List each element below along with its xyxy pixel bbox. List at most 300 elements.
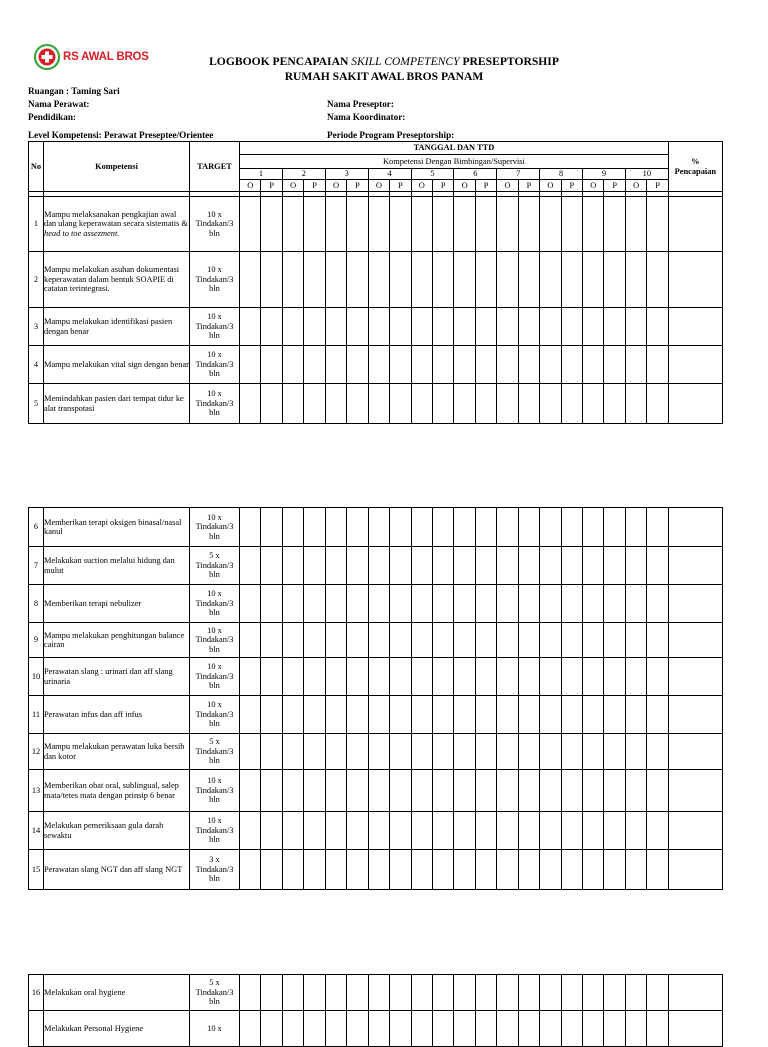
- observation-o-cell[interactable]: [454, 384, 475, 424]
- observation-p-cell[interactable]: [604, 346, 625, 384]
- observation-o-cell[interactable]: [240, 812, 261, 850]
- observation-p-cell[interactable]: [261, 547, 282, 585]
- observation-o-cell[interactable]: [497, 770, 518, 812]
- observation-p-cell[interactable]: [518, 623, 539, 658]
- pencapaian-cell[interactable]: [668, 384, 722, 424]
- observation-o-cell[interactable]: [325, 585, 346, 623]
- observation-p-cell[interactable]: [475, 508, 496, 547]
- observation-p-cell[interactable]: [347, 850, 368, 890]
- observation-p-cell[interactable]: [518, 197, 539, 252]
- observation-p-cell[interactable]: [518, 346, 539, 384]
- observation-o-cell[interactable]: [454, 508, 475, 547]
- observation-o-cell[interactable]: [497, 585, 518, 623]
- observation-o-cell[interactable]: [325, 508, 346, 547]
- pencapaian-cell[interactable]: [668, 658, 722, 696]
- observation-o-cell[interactable]: [454, 547, 475, 585]
- observation-o-cell[interactable]: [625, 658, 646, 696]
- observation-o-cell[interactable]: [583, 770, 604, 812]
- observation-p-cell[interactable]: [604, 308, 625, 346]
- observation-p-cell[interactable]: [475, 812, 496, 850]
- observation-p-cell[interactable]: [647, 384, 669, 424]
- observation-o-cell[interactable]: [368, 812, 389, 850]
- observation-o-cell[interactable]: [368, 508, 389, 547]
- pencapaian-cell[interactable]: [668, 252, 722, 308]
- observation-o-cell[interactable]: [411, 1011, 432, 1047]
- observation-o-cell[interactable]: [240, 508, 261, 547]
- observation-p-cell[interactable]: [604, 384, 625, 424]
- observation-p-cell[interactable]: [561, 308, 582, 346]
- observation-p-cell[interactable]: [647, 585, 668, 623]
- observation-o-cell[interactable]: [240, 585, 261, 623]
- observation-p-cell[interactable]: [604, 1011, 625, 1047]
- observation-p-cell[interactable]: [475, 623, 496, 658]
- observation-p-cell[interactable]: [475, 850, 496, 890]
- observation-o-cell[interactable]: [325, 734, 346, 770]
- observation-o-cell[interactable]: [282, 975, 303, 1011]
- observation-p-cell[interactable]: [261, 623, 282, 658]
- observation-p-cell[interactable]: [347, 770, 368, 812]
- observation-o-cell[interactable]: [583, 734, 604, 770]
- observation-p-cell[interactable]: [604, 734, 625, 770]
- observation-o-cell[interactable]: [411, 197, 432, 252]
- observation-p-cell[interactable]: [390, 346, 411, 384]
- observation-o-cell[interactable]: [540, 1011, 561, 1047]
- observation-p-cell[interactable]: [561, 346, 582, 384]
- observation-o-cell[interactable]: [497, 308, 518, 346]
- observation-p-cell[interactable]: [390, 1011, 411, 1047]
- observation-o-cell[interactable]: [411, 658, 432, 696]
- observation-p-cell[interactable]: [475, 308, 496, 346]
- observation-o-cell[interactable]: [282, 308, 303, 346]
- observation-p-cell[interactable]: [561, 1011, 582, 1047]
- observation-o-cell[interactable]: [240, 734, 261, 770]
- observation-o-cell[interactable]: [325, 346, 346, 384]
- observation-p-cell[interactable]: [304, 975, 325, 1011]
- observation-o-cell[interactable]: [368, 197, 389, 252]
- observation-o-cell[interactable]: [240, 696, 261, 734]
- observation-o-cell[interactable]: [368, 770, 389, 812]
- pencapaian-cell[interactable]: [668, 508, 722, 547]
- observation-o-cell[interactable]: [411, 585, 432, 623]
- observation-p-cell[interactable]: [261, 308, 282, 346]
- observation-p-cell[interactable]: [647, 812, 668, 850]
- observation-o-cell[interactable]: [325, 1011, 346, 1047]
- observation-o-cell[interactable]: [625, 252, 646, 308]
- observation-p-cell[interactable]: [604, 508, 625, 547]
- observation-o-cell[interactable]: [411, 384, 432, 424]
- observation-p-cell[interactable]: [390, 770, 411, 812]
- observation-o-cell[interactable]: [454, 734, 475, 770]
- observation-p-cell[interactable]: [347, 308, 368, 346]
- observation-o-cell[interactable]: [497, 975, 518, 1011]
- pencapaian-cell[interactable]: [668, 812, 722, 850]
- observation-o-cell[interactable]: [497, 658, 518, 696]
- observation-o-cell[interactable]: [411, 696, 432, 734]
- observation-p-cell[interactable]: [390, 197, 411, 252]
- observation-o-cell[interactable]: [325, 850, 346, 890]
- observation-p-cell[interactable]: [518, 658, 539, 696]
- observation-p-cell[interactable]: [261, 346, 282, 384]
- observation-o-cell[interactable]: [454, 975, 475, 1011]
- observation-p-cell[interactable]: [304, 585, 325, 623]
- observation-o-cell[interactable]: [583, 547, 604, 585]
- observation-o-cell[interactable]: [282, 508, 303, 547]
- observation-o-cell[interactable]: [411, 812, 432, 850]
- observation-o-cell[interactable]: [411, 308, 432, 346]
- observation-p-cell[interactable]: [475, 547, 496, 585]
- observation-p-cell[interactable]: [432, 1011, 453, 1047]
- observation-o-cell[interactable]: [454, 812, 475, 850]
- observation-p-cell[interactable]: [518, 1011, 539, 1047]
- observation-o-cell[interactable]: [454, 696, 475, 734]
- observation-o-cell[interactable]: [625, 812, 646, 850]
- observation-p-cell[interactable]: [604, 975, 625, 1011]
- observation-o-cell[interactable]: [368, 585, 389, 623]
- observation-o-cell[interactable]: [625, 696, 646, 734]
- observation-p-cell[interactable]: [604, 770, 625, 812]
- observation-p-cell[interactable]: [261, 696, 282, 734]
- observation-o-cell[interactable]: [368, 734, 389, 770]
- observation-o-cell[interactable]: [497, 734, 518, 770]
- observation-o-cell[interactable]: [625, 1011, 646, 1047]
- observation-o-cell[interactable]: [325, 975, 346, 1011]
- observation-o-cell[interactable]: [240, 658, 261, 696]
- observation-p-cell[interactable]: [304, 252, 325, 308]
- observation-o-cell[interactable]: [240, 850, 261, 890]
- observation-p-cell[interactable]: [647, 1011, 668, 1047]
- observation-p-cell[interactable]: [561, 734, 582, 770]
- observation-o-cell[interactable]: [240, 384, 261, 424]
- observation-o-cell[interactable]: [497, 812, 518, 850]
- observation-o-cell[interactable]: [583, 975, 604, 1011]
- observation-p-cell[interactable]: [647, 975, 668, 1011]
- observation-o-cell[interactable]: [625, 850, 646, 890]
- observation-p-cell[interactable]: [304, 308, 325, 346]
- observation-p-cell[interactable]: [347, 658, 368, 696]
- observation-p-cell[interactable]: [475, 975, 496, 1011]
- observation-p-cell[interactable]: [304, 547, 325, 585]
- observation-p-cell[interactable]: [475, 585, 496, 623]
- observation-p-cell[interactable]: [518, 770, 539, 812]
- observation-p-cell[interactable]: [475, 252, 496, 308]
- observation-o-cell[interactable]: [625, 975, 646, 1011]
- observation-o-cell[interactable]: [497, 346, 518, 384]
- observation-o-cell[interactable]: [454, 770, 475, 812]
- observation-p-cell[interactable]: [561, 850, 582, 890]
- observation-p-cell[interactable]: [304, 1011, 325, 1047]
- observation-p-cell[interactable]: [475, 770, 496, 812]
- observation-p-cell[interactable]: [304, 812, 325, 850]
- observation-o-cell[interactable]: [583, 508, 604, 547]
- observation-o-cell[interactable]: [497, 547, 518, 585]
- observation-p-cell[interactable]: [561, 696, 582, 734]
- observation-p-cell[interactable]: [475, 696, 496, 734]
- observation-p-cell[interactable]: [561, 384, 582, 424]
- observation-p-cell[interactable]: [604, 623, 625, 658]
- observation-p-cell[interactable]: [390, 508, 411, 547]
- observation-o-cell[interactable]: [240, 770, 261, 812]
- observation-o-cell[interactable]: [282, 658, 303, 696]
- observation-o-cell[interactable]: [368, 346, 389, 384]
- observation-o-cell[interactable]: [625, 585, 646, 623]
- observation-p-cell[interactable]: [347, 1011, 368, 1047]
- observation-o-cell[interactable]: [454, 585, 475, 623]
- observation-p-cell[interactable]: [261, 197, 282, 252]
- observation-o-cell[interactable]: [368, 252, 389, 308]
- observation-o-cell[interactable]: [368, 850, 389, 890]
- observation-o-cell[interactable]: [583, 623, 604, 658]
- observation-p-cell[interactable]: [647, 508, 668, 547]
- observation-o-cell[interactable]: [540, 197, 561, 252]
- pencapaian-cell[interactable]: [668, 547, 722, 585]
- observation-p-cell[interactable]: [647, 623, 668, 658]
- observation-o-cell[interactable]: [325, 384, 346, 424]
- observation-p-cell[interactable]: [647, 197, 669, 252]
- observation-o-cell[interactable]: [282, 696, 303, 734]
- observation-o-cell[interactable]: [583, 384, 604, 424]
- observation-p-cell[interactable]: [261, 384, 282, 424]
- observation-o-cell[interactable]: [540, 585, 561, 623]
- observation-o-cell[interactable]: [282, 770, 303, 812]
- observation-p-cell[interactable]: [304, 770, 325, 812]
- observation-o-cell[interactable]: [583, 308, 604, 346]
- observation-p-cell[interactable]: [475, 384, 496, 424]
- observation-p-cell[interactable]: [261, 252, 282, 308]
- observation-o-cell[interactable]: [625, 770, 646, 812]
- observation-p-cell[interactable]: [304, 346, 325, 384]
- observation-p-cell[interactable]: [432, 508, 453, 547]
- observation-p-cell[interactable]: [347, 547, 368, 585]
- observation-o-cell[interactable]: [325, 658, 346, 696]
- observation-o-cell[interactable]: [540, 696, 561, 734]
- observation-p-cell[interactable]: [647, 547, 668, 585]
- observation-p-cell[interactable]: [561, 812, 582, 850]
- observation-p-cell[interactable]: [261, 1011, 282, 1047]
- observation-p-cell[interactable]: [475, 734, 496, 770]
- observation-p-cell[interactable]: [390, 252, 411, 308]
- pencapaian-cell[interactable]: [668, 585, 722, 623]
- observation-o-cell[interactable]: [325, 812, 346, 850]
- observation-o-cell[interactable]: [325, 252, 346, 308]
- observation-p-cell[interactable]: [432, 585, 453, 623]
- observation-p-cell[interactable]: [390, 850, 411, 890]
- observation-p-cell[interactable]: [347, 975, 368, 1011]
- observation-o-cell[interactable]: [583, 696, 604, 734]
- observation-o-cell[interactable]: [368, 308, 389, 346]
- observation-p-cell[interactable]: [347, 696, 368, 734]
- observation-p-cell[interactable]: [304, 850, 325, 890]
- observation-o-cell[interactable]: [325, 547, 346, 585]
- observation-p-cell[interactable]: [390, 812, 411, 850]
- observation-p-cell[interactable]: [518, 508, 539, 547]
- observation-o-cell[interactable]: [282, 623, 303, 658]
- observation-o-cell[interactable]: [583, 197, 604, 252]
- observation-p-cell[interactable]: [561, 252, 582, 308]
- observation-o-cell[interactable]: [240, 975, 261, 1011]
- observation-o-cell[interactable]: [411, 975, 432, 1011]
- observation-p-cell[interactable]: [647, 850, 668, 890]
- observation-o-cell[interactable]: [368, 623, 389, 658]
- observation-o-cell[interactable]: [625, 508, 646, 547]
- observation-p-cell[interactable]: [390, 547, 411, 585]
- pencapaian-cell[interactable]: [668, 1011, 722, 1047]
- observation-o-cell[interactable]: [454, 252, 475, 308]
- observation-p-cell[interactable]: [561, 658, 582, 696]
- observation-o-cell[interactable]: [540, 734, 561, 770]
- pencapaian-cell[interactable]: [668, 734, 722, 770]
- pencapaian-cell[interactable]: [668, 346, 722, 384]
- observation-p-cell[interactable]: [518, 384, 539, 424]
- observation-o-cell[interactable]: [411, 346, 432, 384]
- observation-p-cell[interactable]: [647, 308, 669, 346]
- observation-p-cell[interactable]: [475, 197, 496, 252]
- observation-p-cell[interactable]: [518, 252, 539, 308]
- observation-o-cell[interactable]: [411, 734, 432, 770]
- observation-o-cell[interactable]: [282, 850, 303, 890]
- observation-p-cell[interactable]: [475, 346, 496, 384]
- observation-o-cell[interactable]: [454, 850, 475, 890]
- observation-o-cell[interactable]: [497, 1011, 518, 1047]
- observation-p-cell[interactable]: [604, 585, 625, 623]
- observation-p-cell[interactable]: [261, 850, 282, 890]
- observation-o-cell[interactable]: [540, 346, 561, 384]
- observation-p-cell[interactable]: [261, 658, 282, 696]
- observation-o-cell[interactable]: [282, 812, 303, 850]
- observation-p-cell[interactable]: [604, 850, 625, 890]
- observation-p-cell[interactable]: [304, 384, 325, 424]
- observation-p-cell[interactable]: [432, 658, 453, 696]
- observation-p-cell[interactable]: [261, 585, 282, 623]
- observation-o-cell[interactable]: [368, 975, 389, 1011]
- observation-p-cell[interactable]: [432, 770, 453, 812]
- observation-o-cell[interactable]: [625, 308, 646, 346]
- observation-o-cell[interactable]: [497, 384, 518, 424]
- observation-o-cell[interactable]: [282, 734, 303, 770]
- observation-p-cell[interactable]: [347, 734, 368, 770]
- observation-o-cell[interactable]: [282, 252, 303, 308]
- observation-p-cell[interactable]: [347, 346, 368, 384]
- observation-p-cell[interactable]: [432, 346, 453, 384]
- observation-o-cell[interactable]: [368, 1011, 389, 1047]
- observation-o-cell[interactable]: [540, 308, 561, 346]
- observation-p-cell[interactable]: [347, 812, 368, 850]
- observation-p-cell[interactable]: [647, 252, 669, 308]
- observation-o-cell[interactable]: [583, 812, 604, 850]
- observation-p-cell[interactable]: [432, 696, 453, 734]
- observation-p-cell[interactable]: [647, 696, 668, 734]
- observation-o-cell[interactable]: [240, 308, 261, 346]
- observation-p-cell[interactable]: [604, 812, 625, 850]
- pencapaian-cell[interactable]: [668, 770, 722, 812]
- observation-o-cell[interactable]: [583, 346, 604, 384]
- observation-p-cell[interactable]: [518, 850, 539, 890]
- observation-p-cell[interactable]: [604, 658, 625, 696]
- observation-o-cell[interactable]: [282, 197, 303, 252]
- observation-p-cell[interactable]: [518, 696, 539, 734]
- observation-o-cell[interactable]: [540, 547, 561, 585]
- observation-o-cell[interactable]: [282, 547, 303, 585]
- observation-o-cell[interactable]: [282, 346, 303, 384]
- observation-o-cell[interactable]: [325, 197, 346, 252]
- observation-p-cell[interactable]: [304, 623, 325, 658]
- observation-o-cell[interactable]: [411, 770, 432, 812]
- observation-p-cell[interactable]: [347, 623, 368, 658]
- observation-p-cell[interactable]: [475, 1011, 496, 1047]
- observation-o-cell[interactable]: [540, 252, 561, 308]
- observation-o-cell[interactable]: [240, 623, 261, 658]
- observation-o-cell[interactable]: [368, 696, 389, 734]
- observation-o-cell[interactable]: [411, 508, 432, 547]
- observation-o-cell[interactable]: [497, 252, 518, 308]
- pencapaian-cell[interactable]: [668, 850, 722, 890]
- observation-p-cell[interactable]: [432, 812, 453, 850]
- observation-p-cell[interactable]: [647, 734, 668, 770]
- observation-p-cell[interactable]: [604, 547, 625, 585]
- observation-o-cell[interactable]: [625, 197, 646, 252]
- observation-o-cell[interactable]: [411, 547, 432, 585]
- observation-o-cell[interactable]: [583, 252, 604, 308]
- observation-p-cell[interactable]: [647, 346, 669, 384]
- observation-o-cell[interactable]: [411, 623, 432, 658]
- observation-p-cell[interactable]: [561, 508, 582, 547]
- observation-p-cell[interactable]: [561, 770, 582, 812]
- observation-o-cell[interactable]: [497, 197, 518, 252]
- observation-p-cell[interactable]: [347, 508, 368, 547]
- observation-o-cell[interactable]: [368, 547, 389, 585]
- observation-o-cell[interactable]: [540, 812, 561, 850]
- observation-p-cell[interactable]: [561, 197, 582, 252]
- observation-p-cell[interactable]: [390, 384, 411, 424]
- observation-o-cell[interactable]: [497, 508, 518, 547]
- observation-p-cell[interactable]: [561, 585, 582, 623]
- observation-o-cell[interactable]: [540, 384, 561, 424]
- observation-o-cell[interactable]: [540, 508, 561, 547]
- observation-o-cell[interactable]: [282, 585, 303, 623]
- observation-o-cell[interactable]: [625, 547, 646, 585]
- observation-p-cell[interactable]: [432, 623, 453, 658]
- observation-p-cell[interactable]: [261, 770, 282, 812]
- observation-o-cell[interactable]: [625, 623, 646, 658]
- observation-o-cell[interactable]: [454, 197, 475, 252]
- observation-o-cell[interactable]: [497, 850, 518, 890]
- observation-p-cell[interactable]: [347, 585, 368, 623]
- observation-p-cell[interactable]: [604, 252, 625, 308]
- observation-o-cell[interactable]: [583, 1011, 604, 1047]
- observation-p-cell[interactable]: [561, 975, 582, 1011]
- observation-p-cell[interactable]: [347, 252, 368, 308]
- observation-o-cell[interactable]: [540, 623, 561, 658]
- observation-o-cell[interactable]: [282, 384, 303, 424]
- observation-o-cell[interactable]: [454, 308, 475, 346]
- observation-o-cell[interactable]: [583, 850, 604, 890]
- pencapaian-cell[interactable]: [668, 975, 722, 1011]
- observation-o-cell[interactable]: [411, 850, 432, 890]
- observation-p-cell[interactable]: [604, 197, 625, 252]
- observation-o-cell[interactable]: [240, 252, 261, 308]
- observation-p-cell[interactable]: [432, 197, 453, 252]
- pencapaian-cell[interactable]: [668, 623, 722, 658]
- observation-p-cell[interactable]: [261, 734, 282, 770]
- observation-o-cell[interactable]: [240, 1011, 261, 1047]
- observation-p-cell[interactable]: [647, 770, 668, 812]
- observation-p-cell[interactable]: [261, 975, 282, 1011]
- observation-p-cell[interactable]: [561, 547, 582, 585]
- observation-p-cell[interactable]: [432, 547, 453, 585]
- observation-o-cell[interactable]: [325, 696, 346, 734]
- observation-p-cell[interactable]: [261, 812, 282, 850]
- observation-p-cell[interactable]: [432, 252, 453, 308]
- observation-o-cell[interactable]: [240, 547, 261, 585]
